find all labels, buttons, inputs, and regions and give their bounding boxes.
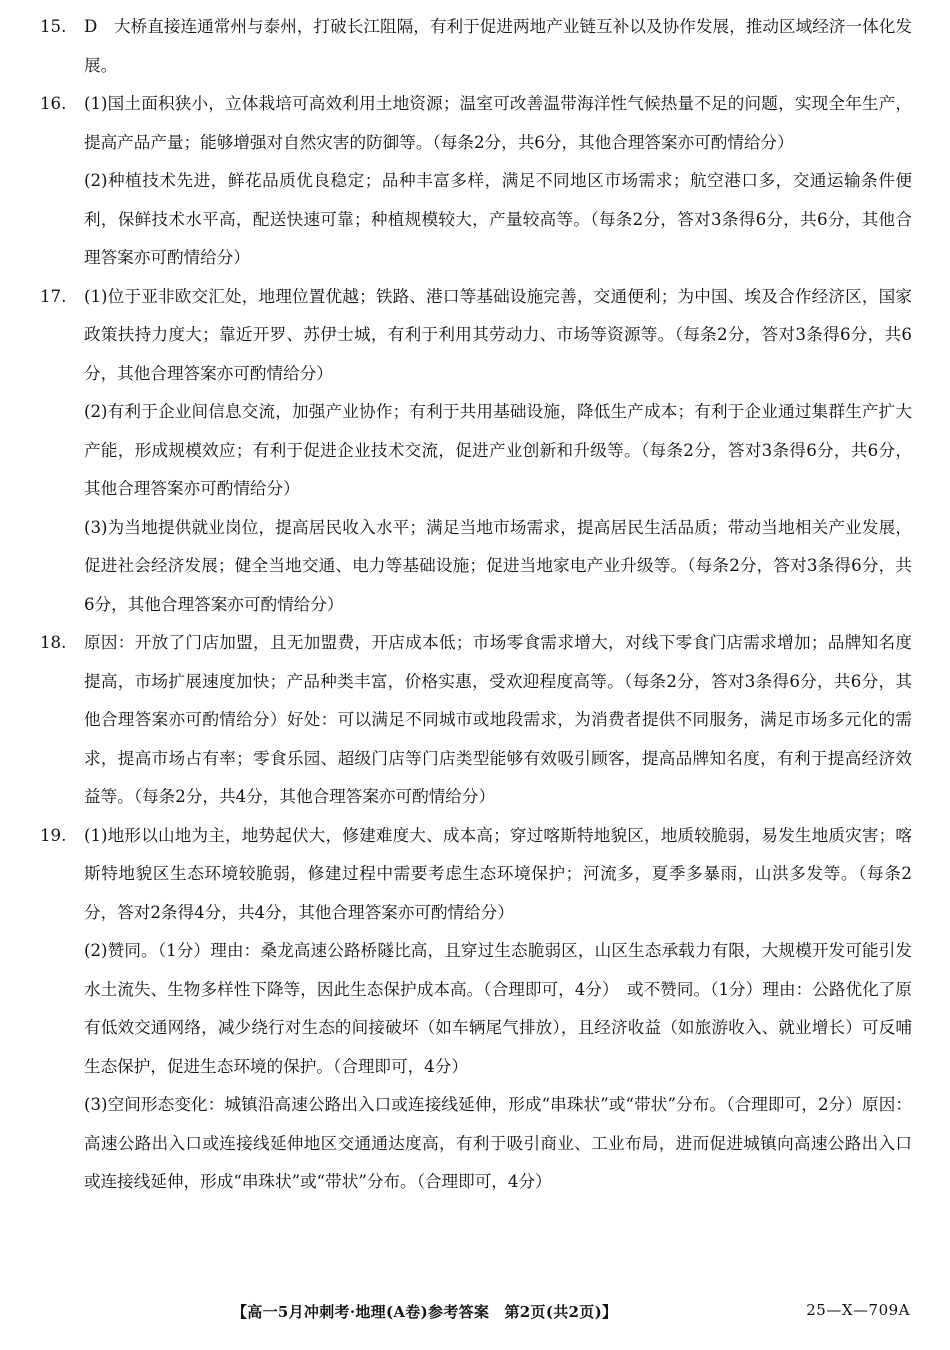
item-number: 17. <box>40 286 67 306</box>
answer-paragraph: (1)位于亚非欧交汇处，地理位置优越；铁路、港口等基础设施完善，交通便利；为中国、埃及合作经济区，国家政策扶持力度大；靠近开罗、苏伊士城，有利于利用其劳动力、市场等资源等。（每条2分，答对3条得6分，共6分，其他合理答案亦可酌情给分） <box>84 286 912 383</box>
page-footer <box>0 1293 950 1327</box>
answer-paragraph: D 大桥直接连通常州与泰州，打破长江阻隔，有利于促进两地产业链互补以及协作发展，推动区域经济一体化发展。 <box>84 17 912 75</box>
answer-paragraph: (2)赞同。（1分）理由：桑龙高速公路桥隧比高，且穿过生态脆弱区，山区生态承载力有限，大规模开发可能引发水土流失、生物多样性下降等，因此生态保护成本高。（合理即可，4分） 或不赞同。（1分）理由：公路优化了原有低效交通网络，减少绕行对生态的间接破坏（如车辆尾气排放），且经济收益（如旅游收入、就业增长）可反哺生态保护，促进生态环境的保护。（合理即可，4分） <box>84 941 912 1076</box>
answer-paragraph: 原因：开放了门店加盟，且无加盟费，开店成本低；市场零食需求增大，对线下零食门店需求增加；品牌知名度提高，市场扩展速度加快；产品种类丰富，价格实惠，受欢迎程度高等。（每条2分，答对3条得6分，共6分，其他合理答案亦可酌情给分）好处：可以满足不同城市或地段需求，为消费者提供不同服务，满足市场多元化的需求，提高市场占有率；零食乐园、超级门店等门店类型能够有效吸引顾客，提高品牌知名度，有利于提高经济效益等。（每条2分，共4分，其他合理答案亦可酌情给分） <box>84 633 912 806</box>
answer-item-16 <box>40 85 912 278</box>
item-number: 16. <box>40 94 67 113</box>
answer-item-15 <box>40 8 912 85</box>
item-number: 19. <box>40 825 67 845</box>
footer-title: 【高一5月冲刺考·地理(A卷)参考答案 第2页(共2页)】 <box>232 1303 618 1321</box>
answer-paragraph: (1)地形以山地为主，地势起伏大，修建难度大、成本高；穿过喀斯特地貌区，地质较脆弱，易发生地质灾害；喀斯特地貌区生态环境较脆弱，修建过程中需要考虑生态环境保护；河流多，夏季多暴雨，山洪多发等。（每条2分，答对2条得4分，共4分，其他合理答案亦可酌情给分） <box>84 825 912 922</box>
answer-paragraph: (3)空间形态变化：城镇沿高速公路出入口或连接线延伸，形成“串珠状”或“带状”分布。（合理即可，2分）原因：高速公路出入口或连接线延伸地区交通通达度高，有利于吸引商业、工业布局，进而促进城镇向高速公路出入口或连接线延伸，形成“串珠状”或“带状”分布。（合理即可，4分） <box>84 1095 912 1191</box>
answer-paragraph: (3)为当地提供就业岗位，提高居民收入水平；满足当地市场需求，提高居民生活品质；带动当地相关产业发展，促进社会经济发展；健全当地交通、电力等基础设施；促进当地家电产业升级等。（每条2分，答对3条得6分，共6分，其他合理答案亦可酌情给分） <box>84 517 912 614</box>
item-number: 15. <box>40 17 67 36</box>
answer-paragraph: (1)国土面积狭小，立体栽培可高效利用土地资源；温室可改善温带海洋性气候热量不足的问题，实现全年生产，提高产品产量；能够增强对自然灾害的防御等。（每条2分，共6分，其他合理答案亦可酌情给分） <box>84 94 912 152</box>
answer-item-17 <box>40 278 912 625</box>
footer-code: 25—X—709A <box>806 1301 910 1319</box>
answer-paragraph: (2)种植技术先进，鲜花品质优良稳定；品种丰富多样，满足不同地区市场需求；航空港口多，交通运输条件便利，保鲜技术水平高，配送快速可靠；种植规模较大，产量较高等。（每条2分，答对3条得6分，共6分，其他合理答案亦可酌情给分） <box>84 171 912 267</box>
item-number: 18. <box>40 633 67 652</box>
answer-item-18 <box>40 624 912 817</box>
answer-list <box>40 8 912 1202</box>
answer-item-19 <box>40 817 912 1202</box>
answer-paragraph: (2)有利于企业间信息交流，加强产业协作；有利于共用基础设施，降低生产成本；有利于企业通过集群生产扩大产能，形成规模效应；有利于促进企业技术交流，促进产业创新和升级等。（每条2分，答对3条得6分，共6分，其他合理答案亦可酌情给分） <box>84 402 912 498</box>
